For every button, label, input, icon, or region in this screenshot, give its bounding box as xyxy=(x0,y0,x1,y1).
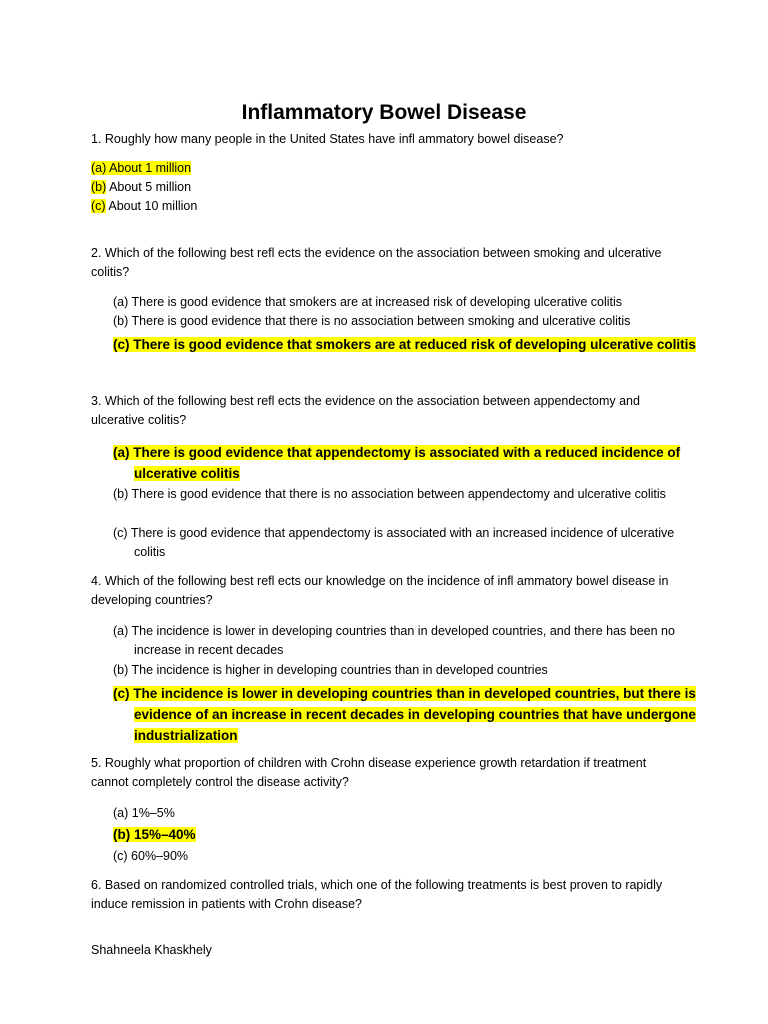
question-5: 5. Roughly what proportion of children with Crohn disease experience growth retardation if treatment cannot completely control the disease activity? xyxy=(91,756,647,789)
q1-option-b-text: About 5 million xyxy=(106,180,192,194)
q4-option-a: (a) The incidence is lower in developing countries than in developed countries, and there has been no increase in recent decades xyxy=(113,624,675,657)
question-2: 2. Which of the following best refl ects the evidence on the association between smoking and ulcerative colitis? xyxy=(91,246,662,279)
question-6: 6. Based on randomized controlled trials, which one of the following treatments is best proven to rapidly induce remission in patients with Crohn disease? xyxy=(91,878,663,911)
q1-option-c xyxy=(91,197,681,216)
q4-option-c xyxy=(113,683,704,746)
q1-option-c-letter: (c) xyxy=(91,199,106,213)
q5-option-c: (c) 60%–90% xyxy=(113,849,189,863)
q2-option-b: (b) There is good evidence that there is no association between smoking and ulcerative colitis xyxy=(113,314,631,328)
q5-option-b xyxy=(113,824,704,845)
q4-option-c-text: (c) The incidence is lower in developing countries than in developed countries, but there is evidence of an increase in recent decades in developing countries that have undergone industrialization xyxy=(113,686,696,743)
question-4: 4. Which of the following best refl ects our knowledge on the incidence of infl ammatory bowel disease in developing countries? xyxy=(91,574,669,607)
q1-option-b-letter: (b) xyxy=(91,180,107,194)
author-name: Shahneela Khaskhely xyxy=(91,943,212,957)
q3-option-b: (b) There is good evidence that there is no association between appendectomy and ulcerative colitis xyxy=(113,487,666,501)
q1-option-c-text: About 10 million xyxy=(105,199,198,213)
q2-option-a: (a) There is good evidence that smokers are at increased risk of developing ulcerative colitis xyxy=(113,295,623,309)
q5-option-a: (a) 1%–5% xyxy=(113,806,175,820)
q1-option-a-highlight xyxy=(91,161,191,175)
page-title: Inflammatory Bowel Disease xyxy=(241,101,527,124)
q3-option-a xyxy=(113,442,704,484)
question-3: 3. Which of the following best refl ects the evidence on the association between appendectomy and ulcerative colitis? xyxy=(91,394,640,427)
q2-option-c xyxy=(113,334,714,355)
q3-option-c: (c) There is good evidence that appendectomy is associated with an increased incidence of ulcerative colitis xyxy=(113,526,675,559)
q3-option-a-text: (a) There is good evidence that appendectomy is associated with a reduced incidence of ulcerative colitis xyxy=(113,445,681,481)
q2-option-c-text: (c) There is good evidence that smokers are at reduced risk of developing ulcerative colitis xyxy=(113,337,696,352)
q4-option-b: (b) The incidence is higher in developing countries than in developed countries xyxy=(113,663,548,677)
q1-option-a-text: About 1 million xyxy=(106,161,192,175)
question-1: 1. Roughly how many people in the United States have infl ammatory bowel disease? xyxy=(91,132,564,146)
q1-option-a-letter: (a) xyxy=(91,161,107,175)
q5-option-b-text: (b) 15%–40% xyxy=(113,827,196,842)
q1-option-b xyxy=(91,178,681,197)
q1-option-a xyxy=(91,159,681,178)
